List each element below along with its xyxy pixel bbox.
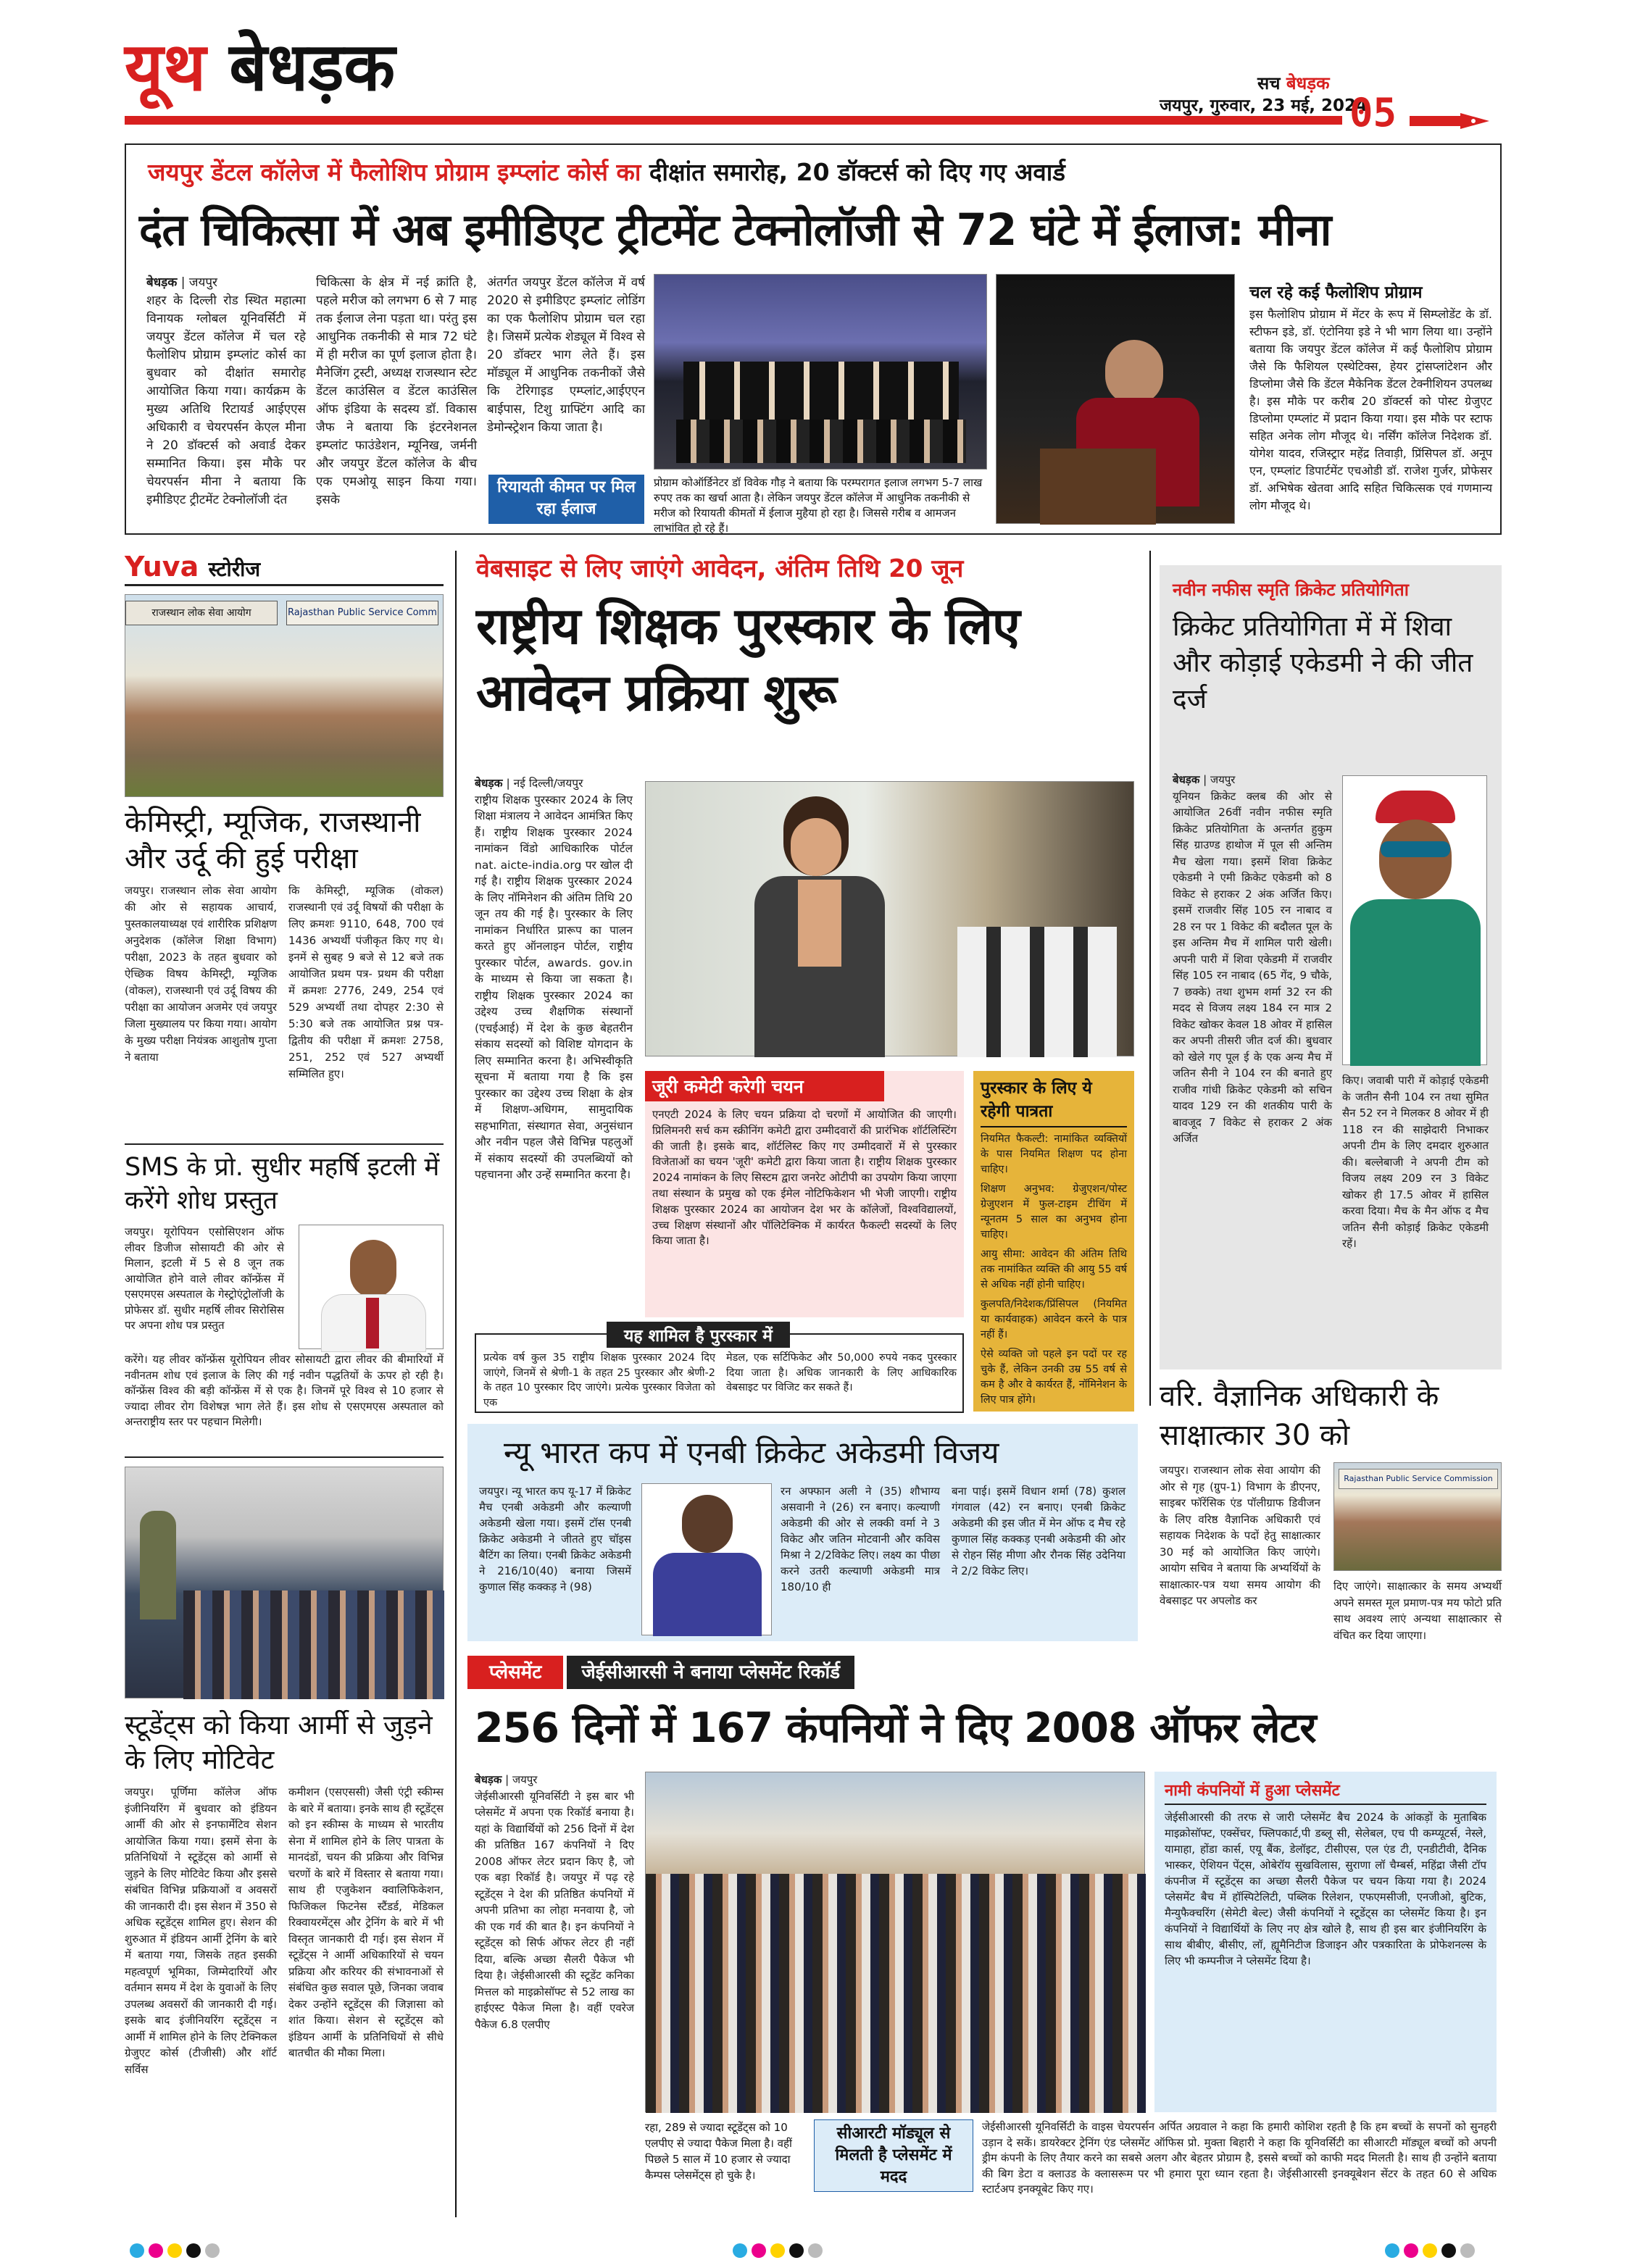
col-divider-left — [455, 551, 457, 2217]
placement-story — [467, 1656, 1502, 2206]
cricket-kicker: नवीन नफीस स्मृति क्रिकेट प्रतियोगिता — [1173, 580, 1409, 600]
scientist-col1: जयपुर। राजस्थान लोक सेवा आयोग की ओर से गृह (ग्रुप-1) विभाग के डीएनए, साइबर फॉरेंसिक एंड पॉलीग्राफ डिवीजन के लिए वरिष्ठ वैज्ञानिक अधिकारी एवं सहायक निदेशक के पदों हेतु साक्षात्कार 30 मई को आयोजित किए जाएंगे। आयोग सचिव ने बताया कि अभ्यर्थियों के साक्षात्कार-पत्र यथा समय आयोग की वेबसाइट पर अपलोड कर — [1160, 1464, 1320, 1607]
students-group-photo — [645, 1772, 1145, 2112]
rpsc-board-right: Rajasthan Public Service Comm — [286, 601, 438, 625]
cricket-story — [1160, 565, 1502, 1369]
registration-dot — [130, 2243, 144, 2258]
nb-col3: बना पाई। इसमें विधान शर्मा (78) कुशल गंगवाल (42) रन बनाए। एनबी क्रिकेट अकेडमी की इस जीत में मेन ऑफ द मैच रहे कुणाल सिंह कक्कड़ एनबी अकेडमी की ओर से रोहन सिंह मीणा और रौनक सिंह उदेनिया ने 2/2 विकेट लिए। — [952, 1485, 1125, 1577]
army-headline: स्टूडेंट्स को किया आर्मी से जुड़ने के लिए मोटिवेट — [125, 1709, 433, 1775]
cricket-col2: किए। जवाबी पारी में कोड़ाई एकेडमी के जतीन सैनी 104 रन तथा सुमित सैन 52 रन ने मिलकर 8 ओवर में ही 118 रन की साझेदारी निभाकर अपनी टीम के लिए दमदार शुरुआत की। बल्लेबाजी ने अपनी टीम को विजय लक्ष्य 209 रन 3 विकेट खोकर ही 17.5 ओवर में हासिल करवा दिया। मैच के मैन ऑफ द मैच जतिन सैनी कोड़ाई क्रिकेट एकेडमी रहें। — [1342, 1074, 1489, 1250]
page-number: 05 — [1349, 90, 1397, 136]
jury-box — [645, 1071, 964, 1317]
rpsc-office-photo — [1333, 1462, 1502, 1571]
yuva-col2: कि केमिस्ट्री, म्यूजिक (वोकल) राजस्थानी एवं उर्दू विषयों की परीक्षा के लिए क्रमशः 9110, 648, 700 एवं 1436 अभ्यर्थी पंजीकृत किए गए थे। इनमें से सुबह 9 बजे से 12 बजे तक आयोजित प्रथम पत्र- प्रथम की परीक्षा में क्रमशः 2776, 249, 254 एवं 529 अभ्यर्थी तथा दोपहर 2:30 से 5:30 बजे तक आयोजित प्रश्न पत्र- द्वितीय की परीक्षा में क्रमशः 2758, 251, 252 एवं 527 अभ्यर्थी सम्मिलित हुए। — [288, 884, 444, 1080]
cricket-byline: बेधड़क | जयपुर — [1173, 773, 1236, 786]
yuva-label-red: Yuva — [125, 551, 199, 583]
registration-dot — [733, 2243, 747, 2258]
lead-kicker-black: दीक्षांत समारोह, 20 डॉक्टर्स को दिए गए अवार्ड — [649, 158, 1065, 186]
teacher-col1: राष्ट्रीय शिक्षक पुरस्कार 2024 के लिए शिक्षा मंत्रालय ने आवेदन आमंत्रित किए हैं। राष्ट्रीय शिक्षक पुरस्कार 2024 नामांकन विंडो आधिकारिक पोर्टल nat. aicte-india.org पर खोल दी गई है। राष्ट्रीय शिक्षक पुरस्कार 2024 के लिए नॉमिनेशन की अंतिम तिथि 20 जून तय की गई है। पुरस्कार के लिए नामांकन निर्धारित प्रारूप का पालन करते हुए ऑनलाइन पोर्टल, राष्ट्रीय पुरस्कार पोर्टल, awards. gov.in के माध्यम से किया जा सकता है। राष्ट्रीय शिक्षक पुरस्कार 2024 का उद्देश्य उच्च शैक्षणिक संस्थानों (एचईआई) में देश के कुछ बेहतरीन संकाय सदस्यों को विशिष्ट योगदान के लिए सम्मानित करना है। अभिस्वीकृति सूचना में बताया गया है कि इस पुरस्कार का उद्देश्य उच्च शिक्षा के क्षेत्र में शिक्षण-अधिगम, सामुदायिक सहभागिता, संस्थागत सेवा, अनुसंधान और नवीन पहल जैसे विभिन्न पहलुओं में संकाय सदस्यों की उपलब्धियों को पहचानना और उन्हें सम्मानित करना है। — [475, 793, 633, 1181]
rpsc-board: Rajasthan Public Service Commission — [1339, 1469, 1498, 1489]
teacher-byline: बेधड़क | नई दिल्ली/जयपुर — [475, 777, 583, 790]
jury-text: एनएटी 2024 के लिए चयन प्रक्रिया दो चरणों में आयोजित की जाएगी। प्रिलिमनरी सर्च कम स्क्रीनिंग कमेटी द्वारा उम्मीदवारों की प्रारंभिक शॉर्टलिस्टिंग की जाती है। इसके बाद, शॉर्टलिस्ट किए गए उम्मीदवारों में से पुरस्कार विजेताओं का चयन 'जूरी' कमेटी द्वारा किया जाता है। राष्ट्रीय शिक्षक पुरस्कार 2024 नामांकन के लिए सिस्टम द्वारा जनरेट ओटीपी का उपयोग किया जाएगा तथा संस्थान के प्रमुख को एक ईमेल नोटिफिकेशन भी भेजी जाएगी। राष्ट्रीय शिक्षक पुरस्कार 2024 का आयोजन देश भर के कॉलेजों, विश्वविद्यालयों, उच्च शिक्षण संस्थानों और पॉलिटेक्निक में कार्यरत फैकल्टी सदस्यों के लिए किया जाता है। — [652, 1108, 957, 1248]
placement-col1: जेईसीआरसी यूनिवर्सिटी ने इस बार भी प्लेसमेंट में अपना एक रिकॉर्ड बनाया है। यहां के विद्यार्थियों को 256 दिनों में देश की प्रतिष्ठित 167 कंपनियों ने दिए 2008 ऑफर लेटर प्रदान किए है, जो एक बड़ा रिकॉर्ड है। जयपुर में पढ़ रहे स्टूडेंट्स ने देश की प्रतिष्ठित कंपनियों में अपनी प्रतिभा का लोहा मनवाया है, जो की एक गर्व की बात है। इन कंपनियों ने स्टूडेंट्स को सिर्फ ऑफर लेटर ही नहीं दिया, बल्कि अच्छा सैलरी पैकेज भी दिया है। जेईसीआरसी की स्टूडेंट कनिका मित्तल को माइक्रोसॉफ्ट से 52 लाख का हाईएस्ट पैकेज मिला है। वहीं एवरेज पैकेज 6.8 एलपीए — [475, 1789, 634, 2031]
yuva-section — [125, 551, 444, 1130]
lead-photo-caption: प्रोग्राम कोऑर्डिनेटर डॉ विवेक गौड़ ने बताया कि परम्परागत इलाज लगभग 5-7 लाख रुपए तक का खर्चा आता है। लेकिन जयपुर डेंटल कॉलेज में आधुनिक तकनीकी से मरीज को रियायती कीमतों में ईलाज मुहैया हो रहा है। जिससे गरीब व आमजन लाभांवित हो रहे हैं। — [654, 476, 983, 535]
side-heading: चल रहे कई फैलोशिप प्रोग्राम — [1249, 283, 1423, 302]
companies-text: जेईसीआरसी की तरफ से जारी प्लेसमेंट बैच 2024 के आंकड़ों के मुताबिक माइक्रोसॉफ्ट, एक्सेंचर, फ्लिपकार्ट,पी डब्लू सी, सेलेबल, एच पी कम्प्यूटर्स, नेस्ले, यामाहा, होंडा कार्स, एयू बैंक, डेलॉइट, टीसीएस, एल एंड टी, एनडीटीवी, दैनिक भास्कर, ऐशियन पेंट्स, ओबेरॉय सुखविलास, सुराणा लॉ चैम्बर्स, महिंद्रा जैसी टॉप कंपनीज में स्टूडेंट्स का अच्छा सैलरी पैकेज पर चयन किया गया है। 2024 प्लेसमेंट बैच में हॉस्पिटेलिटी, पब्लिक रिलेशन, एफएमसीजी, एनजीओ, बुटिक, मैन्युफैक्चरिंग (सेमेटी बेल्ट) जैसी कंपनियों ने स्टूडेंट्स का प्लेसमेंट किया है। इन कंपनियों ने विद्यार्थियों के लिए नए क्षेत्र खोले है, साथ ही इस बार इंजीनियरिंग के साथ बीबीए, बीसीए, लॉ, ह्यूमैनिटीज डिजाइन और पत्रकारिता के प्रोफेशनल्स के लिए भी कम्पनीज ने प्लेसमेंट दिया है। — [1165, 1811, 1486, 1967]
rpsc-board-left: राजस्थान लोक सेवा आयोग — [125, 601, 278, 625]
scientist-col2: दिए जाएंगे। साक्षात्कार के समय अभ्यर्थी अपने समस्त मूल प्रमाण-पत्र मय फोटो प्रति साथ अवश्य लाएं अन्यथा साक्षात्कार से वंचित कर दिया जाएगा। — [1333, 1580, 1502, 1642]
nb-headline: न्यू भारत कप में एनबी क्रिकेट अकेडमी विजय — [504, 1435, 999, 1470]
color-registration-center — [731, 2243, 825, 2261]
jury-heading: जूरी कमेटी करेगी चयन — [645, 1071, 884, 1101]
placement-photo-caption: रहा, 289 से ज्यादा स्टूडेंट्स को 10 एलपीए से ज्यादा पैकेज मिला है। वहीं पिछले 5 साल में 10 हजार से ज्यादा कैम्पस प्लेसमेंट्स हो चुके है। — [645, 2121, 792, 2182]
dateline: जयपुर, गुरुवार, 23 मई, 2024 — [1160, 96, 1368, 115]
army-col1: जयपुर। पूर्णिमा कॉलेज ऑफ इंजीनियरिंग में बुधवार को इंडियन आर्मी की ओर से इनफार्मेटिव सेशन आयोजित किया गया। इसमें सेना के प्रतिनिधियों ने स्टूडेंट्स को आर्मी से जुड़ने के लिए मोटिवेट किया और इससे संबंधित विभिन्न प्रक्रियाओं व अवसरों की जानकारी दी। इस सेशन में 350 से अधिक स्टूडेंट्स शामिल हुए। सेशन की शुरुआत में इंडियन आर्मी ट्रेनिंग के बारे में बताया गया, जिसके तहत इसकी महत्वपूर्ण भूमिका, जिम्मेदारियों और वर्तमान समय में देश के युवाओं के लिए उपलब्ध अवसरों की जानकारी दी गई। इसके बाद इंजीनियरिंग स्टूडेंट्स न आर्मी में शामिल होने के लिए टेक्निकल ग्रेजुएट कोर्स (टीजीसी) और शॉर्ट सर्विस — [125, 1785, 277, 2076]
lead-callout: रियायती कीमत पर मिल रहा ईलाज — [488, 475, 644, 524]
side-text: इस फैलोशिप प्रोग्राम में मेंटर के रूप में सिम्प्लोडेंट के डॉ. स्टीफन इडे, डॉ. एंटोनिया इडे ने भी भाग लिया था। उन्होंने बताया कि जयपुर डेंटल कॉलेज में कई फैलोशिप प्रोग्राम जैसे कि फैशियल एस्थेटिक्स, हेयर ट्रांसप्लांटेशन और डिप्लोमा जैसे कि डेंटल मैकेनिक डेंटल टेक्नीशियन उपलब्ध है। इस मौके पर करीब 20 डॉक्टर्स को पोस्ट ग्रेजुएट डिप्लोमा एम्प्लांट में प्रदान किया गया। इस मौके पर स्टाफ सहित अनेक लोग मौजूद थे। नर्सिंग कॉलेज निदेशक डॉ. योगेश यादव, रजिस्ट्रार महेंद्र तिवाड़ी, प्रिंसिपल डॉ. अनूप एन, एम्प्लांट डिपार्टमेंट एचओडी डॉ. राजेश गुर्जर, प्रोफेसर डॉ. अभिषेक खेतवा आदि सहित चिकित्सक एवं गणमान्य लोग मौजूद थे। — [1249, 307, 1492, 512]
registration-dot — [1404, 2243, 1418, 2258]
brand-right: बेधड़क — [229, 28, 396, 106]
registration-dot — [1385, 2243, 1399, 2258]
lead-col2: चिकित्सा के क्षेत्र में नई क्रांति है, पहले मरीज को लगभग 6 से 7 माह तक ईलाज लेना पड़ता था। परंतु इस आधुनिक तकनीकी से मात्र 72 घंटे में ही मरीज का पूर्ण इलाज होता है। मैनेजिंग ट्रस्टी, अध्यक्ष राजस्थान स्टेट डेंटल काउंसिल व डेंटल काउंसिल ऑफ इंडिया के सदस्य डॉ. विकास जैफ ने बताया कि इंटरनेशनल इम्प्लांट फाउंडेशन, म्यूनिख, जर्मनी और जयपुर डेंटल कॉलेज के बीच एक एमओयू साइन किया गया। इसके — [316, 275, 477, 507]
registration-dot — [789, 2243, 804, 2258]
eligibility-item: आयु सीमा: आवेदन की अंतिम तिथि तक नामांकित व्यक्ति की आयु 55 वर्ष से अधिक नहीं होनी चाहिए। — [981, 1248, 1127, 1291]
yuva-label-black: स्टोरीज — [208, 557, 261, 581]
registration-dot — [1441, 2243, 1456, 2258]
teacher-headline: राष्ट्रीय शिक्षक पुरस्कार के लिए आवेदन प्रक्रिया शुरू — [476, 596, 1020, 722]
color-registration-left — [128, 2243, 222, 2261]
eligibility-item: ऐसे व्यक्ति जो पहले इन पदों पर रह चुके हैं, लेकिन उनकी उम्र 55 वर्ष से कम है और वे कार्यरत हैं, नॉमिनेशन के लिए पात्र होंगे। — [981, 1348, 1127, 1406]
speaker-photo — [996, 274, 1235, 524]
scientist-headline: वरि. वैज्ञानिक अधिकारी के साक्षात्कार 30 को — [1160, 1380, 1439, 1452]
rpsc-building-photo — [125, 594, 444, 797]
nb-col2: रन अफ्फान अली ने (35) शौभाग्य असवानी ने (26) रन बनाए। कल्याणी अकेडमी की ओर से लक्की वर्मा ने 3 विकेट और जतिन मोटवानी और कविस मिश्रा ने 2/2विकेट लिए। लक्ष्य का पीछा करने उतरी कल्याणी अकेडमी मात्र 180/10 ही — [781, 1485, 940, 1593]
convocation-group-photo — [654, 274, 987, 470]
teacher-classroom-photo — [645, 781, 1134, 1056]
companies-box — [1154, 1772, 1497, 2112]
col-divider-right — [1149, 551, 1151, 1406]
masthead — [0, 0, 1627, 138]
award-includes-box — [475, 1327, 964, 1413]
cricketer-nb-portrait — [641, 1483, 772, 1635]
award-includes-left: प्रत्येक वर्ष कुल 35 राष्ट्रीय शिक्षक पुरस्कार 2024 दिए जाएंगे, जिनमें से श्रेणी-1 के तहत 25 पुरस्कार और श्रेणी-2 के तहत 10 पुरस्कार दिए जाएंगे। प्रत्येक पुरस्कार विजेता को एक — [483, 1352, 715, 1409]
registration-dot — [205, 2243, 220, 2258]
registration-dot — [149, 2243, 163, 2258]
sms-text-bottom: करेंगे। यह लीवर कॉन्फ्रेंस यूरोपियन लीवर सोसायटी द्वारा लीवर की बीमारियों में नवीनतम शोध एवं इलाज के लिए की गई नवीन पद्धतियों के ऊपर हो रही है। कॉन्फ्रेंस विश्व की बड़ी कॉन्फ्रेंस में से एक है। जिनमें पूरे विश्व से 10 हजार से ज्यादा लीवर रोग विशेषज्ञ भाग लेते हैं। इस शोध से एसएमएस अस्पताल को अन्तराष्ट्रीय स्तर पर पहचान मिलेगी। — [125, 1353, 444, 1428]
eligibility-item: शिक्षण अनुभव: ग्रेजुएशन/पोस्ट ग्रेजुएशन में फुल-टाइम टीचिंग में न्यूनतम 5 साल का अनुभव होना चाहिए। — [981, 1183, 1127, 1241]
scientist-story — [1160, 1377, 1502, 1681]
sms-headline: SMS के प्रो. सुधीर महर्षि इटली में करेंगे शोध प्रस्तुत — [125, 1153, 440, 1215]
cricketer-portrait — [1342, 775, 1487, 1065]
army-story — [125, 1456, 444, 2210]
eligibility-item: नियमित फैकल्टी: नामांकित व्यक्तियों के पास नियमित शिक्षण पद होना चाहिए। — [981, 1133, 1127, 1175]
army-col2: कमीशन (एसएससी) जैसी एंट्री स्कीम्स के बारे में बताया। इनके साथ ही स्टूडेंट्स को इन स्कीम्स के माध्यम से भारतीय सेना में शामिल होने के लिए पात्रता के मानदंडों, चयन की प्रक्रिया और विभिन्न चरणों के बारे में विस्तार से बताया गया। साथ ही एजुकेशन क्वालिफिकेशन, फिजिकल फिटनेस स्टैंडर्ड, मेडिकल रिक्वायरमेंट्स और ट्रेनिंग के बारे में भी विस्तृत जानकारी दी गई। इस सेशन में स्टूडेंट्स ने आर्मी अधिकारियों से चयन प्रक्रिया और करियर की संभावनाओं से संबंधित कुछ सवाल पूछे, जिनका जवाब देकर उन्होंने स्टूडेंट्स की जिज्ञासा को शांत किया। सेशन से स्टूडेंट्स को इंडियन आर्मी के प्रतिनिधियों से सीधे बातचीत की मौका मिला। — [288, 1785, 444, 2059]
masthead-rule — [125, 116, 1342, 125]
award-includes-right: मेडल, एक सर्टिफिकेट और 50,000 रुपये नकद पुरस्कार दिया जाता है। अधिक जानकारी के लिए आधिकारिक वेबसाइट पर विजिट कर सकते हैं। — [726, 1352, 957, 1393]
registration-dot — [1460, 2243, 1475, 2258]
placement-headline: 256 दिनों में 167 कंपनियों ने दिए 2008 ऑफर लेटर — [475, 1704, 1316, 1752]
crt-callout: सीआरटी मॉड्यूल से मिलती है प्लेसमेंट में मदद — [814, 2119, 973, 2192]
placement-tag-red: प्लेसमेंट — [467, 1656, 563, 1689]
eligibility-heading: पुरस्कार के लिए ये रहेगी पात्रता — [981, 1077, 1127, 1127]
companies-heading: नामी कंपनियों में हुआ प्लेसमेंट — [1165, 1779, 1486, 1805]
site-logo: सच बेधड़क — [1257, 73, 1330, 93]
registration-dot — [1423, 2243, 1437, 2258]
placement-byline: बेधड़क | जयपुर — [475, 1773, 538, 1786]
registration-dot — [808, 2243, 823, 2258]
teacher-kicker: वेबसाइट से लिए जाएंगे आवेदन, अंतिम तिथि 20 जून — [476, 554, 964, 583]
pen-nib-icon — [1410, 109, 1497, 133]
nb-col1: जयपुर। न्यू भारत कप यू-17 में क्रिकेट मैच एनबी अकेडमी और कल्याणी अकेडमी खेला गया। इसमें टॉस एनबी क्रिकेट अकेडमी ने जीतते हुए चॉइस बैटिंग का लिया। एनबी क्रिकेट अकेडमी ने 216/10(40) बनाया जिसमें कुणाल सिंह कक्कड़ ने (98) — [479, 1485, 631, 1593]
sms-story — [125, 1143, 444, 1441]
cricket-col1: यूनियन क्रिकेट क्लब की ओर से आयोजित 26वीं नवीन नफीस स्मृति क्रिकेट प्रतियोगिता के अन्तर्गत हुकुम सिंह ग्राउण्ड हाथोज में पूल सी अन्तिम मैच खेला गया। इसमें शिवा क्रिकेट एकेडमी ने एमी क्रिकेट एकेडमी को 8 विकेट से हराकर 2 अंक अर्जित किए। इसमें राजवीर सिंह 105 रन नाबाद व 28 रन पर 1 विकेट की बदौलत पूल के इस अन्तिम मैच में शामिल पारी खेली। अपनी पारी में शिवा एकेडमी में राजवीर सिंह 105 रन नाबाद (65 गेंद, 9 चौके, 7 छक्के) तथा शुभम शर्मा 32 रन की मदद से विजय लक्ष्य 184 रन मात्र 2 विकेट खोकर केवल 18 ओवर में हासिल कर अपनी तीसरी जीत दर्ज की। बुधवार को खेले गए पूल ई के एक अन्य मैच में जतिन सैनी ने 104 रन की बनाते हुए राजीव गांधी क्रिकेट एकेडमी को सचिन यादव 129 रन की शतकीय पारी के बावजूद 7 विकेट से हराकर 2 अंक अर्जित — [1173, 789, 1332, 1145]
registration-dot — [752, 2243, 766, 2258]
award-includes-heading: यह शामिल है पुरस्कार में — [607, 1322, 790, 1348]
yuva-headline: केमिस्ट्री, म्यूजिक, राजस्थानी और उर्दू की हुई परीक्षा — [125, 806, 421, 875]
lead-col3: अंतर्गत जयपुर डेंटल कॉलेज में वर्ष 2020 से इमीडिएट इम्प्लांट लोडिंग का एक फैलोशिप प्रोग्राम चल रहा है। जिसमें प्रत्येक शेड्यूल में विश्व से 20 डॉक्टर भाग लेते हैं। इस मॉड्यूल में आधुनिक तकनीकों जैसे कि टेरिगाइड एम्प्लांट,आईएएन बाईपास, टिशु ग्राफ्टिंग आदि का डेमोन्स्ट्रेशन किया जाता है। — [487, 275, 645, 435]
registration-dot — [770, 2243, 785, 2258]
teacher-story — [467, 551, 1138, 1413]
cricket-headline: क्रिकेट प्रतियोगिता में में शिवा और कोड़ाई एकेडमी ने की जीत दर्ज — [1173, 611, 1473, 714]
army-session-photo — [125, 1467, 444, 1698]
eligibility-box — [973, 1071, 1134, 1412]
lead-headline: दंत चिकित्सा में अब इमीडिएट ट्रीटमेंट टेक्नोलॉजी से 72 घंटे में ईलाज: मीना — [139, 204, 1331, 256]
registration-dot — [167, 2243, 182, 2258]
brand-left: यूथ — [125, 28, 207, 106]
professor-portrait — [299, 1225, 444, 1349]
nb-cricket-story — [467, 1424, 1138, 1641]
sms-text-top: जयपुर। यूरोपियन एसोसिएशन ऑफ लीवर डिजीज सोसायटी की ओर से मिलान, इटली में 5 से 8 जून तक आयोजित होने वाले लीवर कॉन्फ्रेंस में एसएमएस अस्पताल के गेस्ट्रोएंट्रोलॉजी के प्रोफेसर डॉ. सुधीर महर्षि लीवर सिरोसिस पर अपना शोध पत्र प्रस्तुत — [125, 1225, 284, 1332]
lead-col1: शहर के दिल्ली रोड स्थित महात्मा विनायक ग्लोबल यूनिवर्सिटी में जयपुर डेंटल कॉलेज में चल रहे फैलोशिप प्रोग्राम इम्प्लांट कोर्स का बुधवार को दीक्षांत समारोह आयोजित किया गया। कार्यक्रम के मुख्य अतिथि रिटायर्ड आईएएस अधिकारी व चेयरपर्सन केएल मीना ने 20 डॉक्टर्स को अवार्ड देकर सम्मानित किया। इस मौके पर चेयरपर्सन मीना ने बताया कि इमीडिएट ट्रीटमेंट टेक्नोलॉजी दंत — [146, 293, 306, 507]
lead-byline: बेधड़क | जयपुर — [146, 275, 217, 290]
eligibility-item: कुलपति/निदेशक/प्रिंसिपल (नियमित या कार्यवाहक) आवेदन करने के पात्र नहीं हैं। — [981, 1298, 1127, 1341]
yuva-col1: जयपुर। राजस्थान लोक सेवा आयोग की ओर से सहायक आचार्य, पुस्तकालयाध्यक्ष एवं शारीरिक प्रशिक्षण अनुदेशक (कॉलेज शिक्षा विभाग) परीक्षा, 2023 के तहत बुधवार को ऐच्छिक विषय केमिस्ट्री, म्यूजिक (वोकल), राजस्थानी एवं उर्दू विषय की परीक्षा का आयोजन अजमेर एवं जयपुर जिला मुख्यालय पर किया गया। आयोग के मुख्य परीक्षा नियंत्रक आशुतोष गुप्ता ने बताया — [125, 884, 277, 1064]
color-registration-right — [1383, 2243, 1477, 2261]
placement-bottom-text: जेईसीआरसी यूनिवर्सिटी के वाइस चेयरपर्सन अर्पित अग्रवाल ने कहा कि हमारी कोशिश रहती है कि हम बच्चों के सपनों को सुनहरी उड़ान दे सकें। डायरेक्टर ट्रेनिंग एंड प्लेसमेंट ऑफिस प्रो. मुक्ता बिहारी ने कहा कि यूनिवर्सिटी का सीआरटी मॉड्यूल बच्चों को अपनी ड्रीम कंपनी के लिए तैयार करने का सबसे अलग और बेहतर प्रोग्राम है, इससे बच्चों को काफी मदद मिलती है। साथ ही उन्होंने बताया की बिग डेटा व क्लाउड के क्लासरूम पर भी हमारा पूरा ध्यान रहता है। जेईसीआरसी इनक्यूबेशन सेंटर के तहत 60 से अधिक स्टार्टअप इनक्यूबेट किए गए। — [982, 2120, 1497, 2196]
registration-dot — [186, 2243, 201, 2258]
lead-kicker-red: जयपुर डेंटल कॉलेज में फैलोशिप प्रोग्राम इम्प्लांट कोर्स का — [148, 158, 641, 186]
placement-tag-black: जेईसीआरसी ने बनाया प्लेसमेंट रिकॉर्ड — [567, 1656, 854, 1689]
lead-story — [125, 143, 1502, 535]
